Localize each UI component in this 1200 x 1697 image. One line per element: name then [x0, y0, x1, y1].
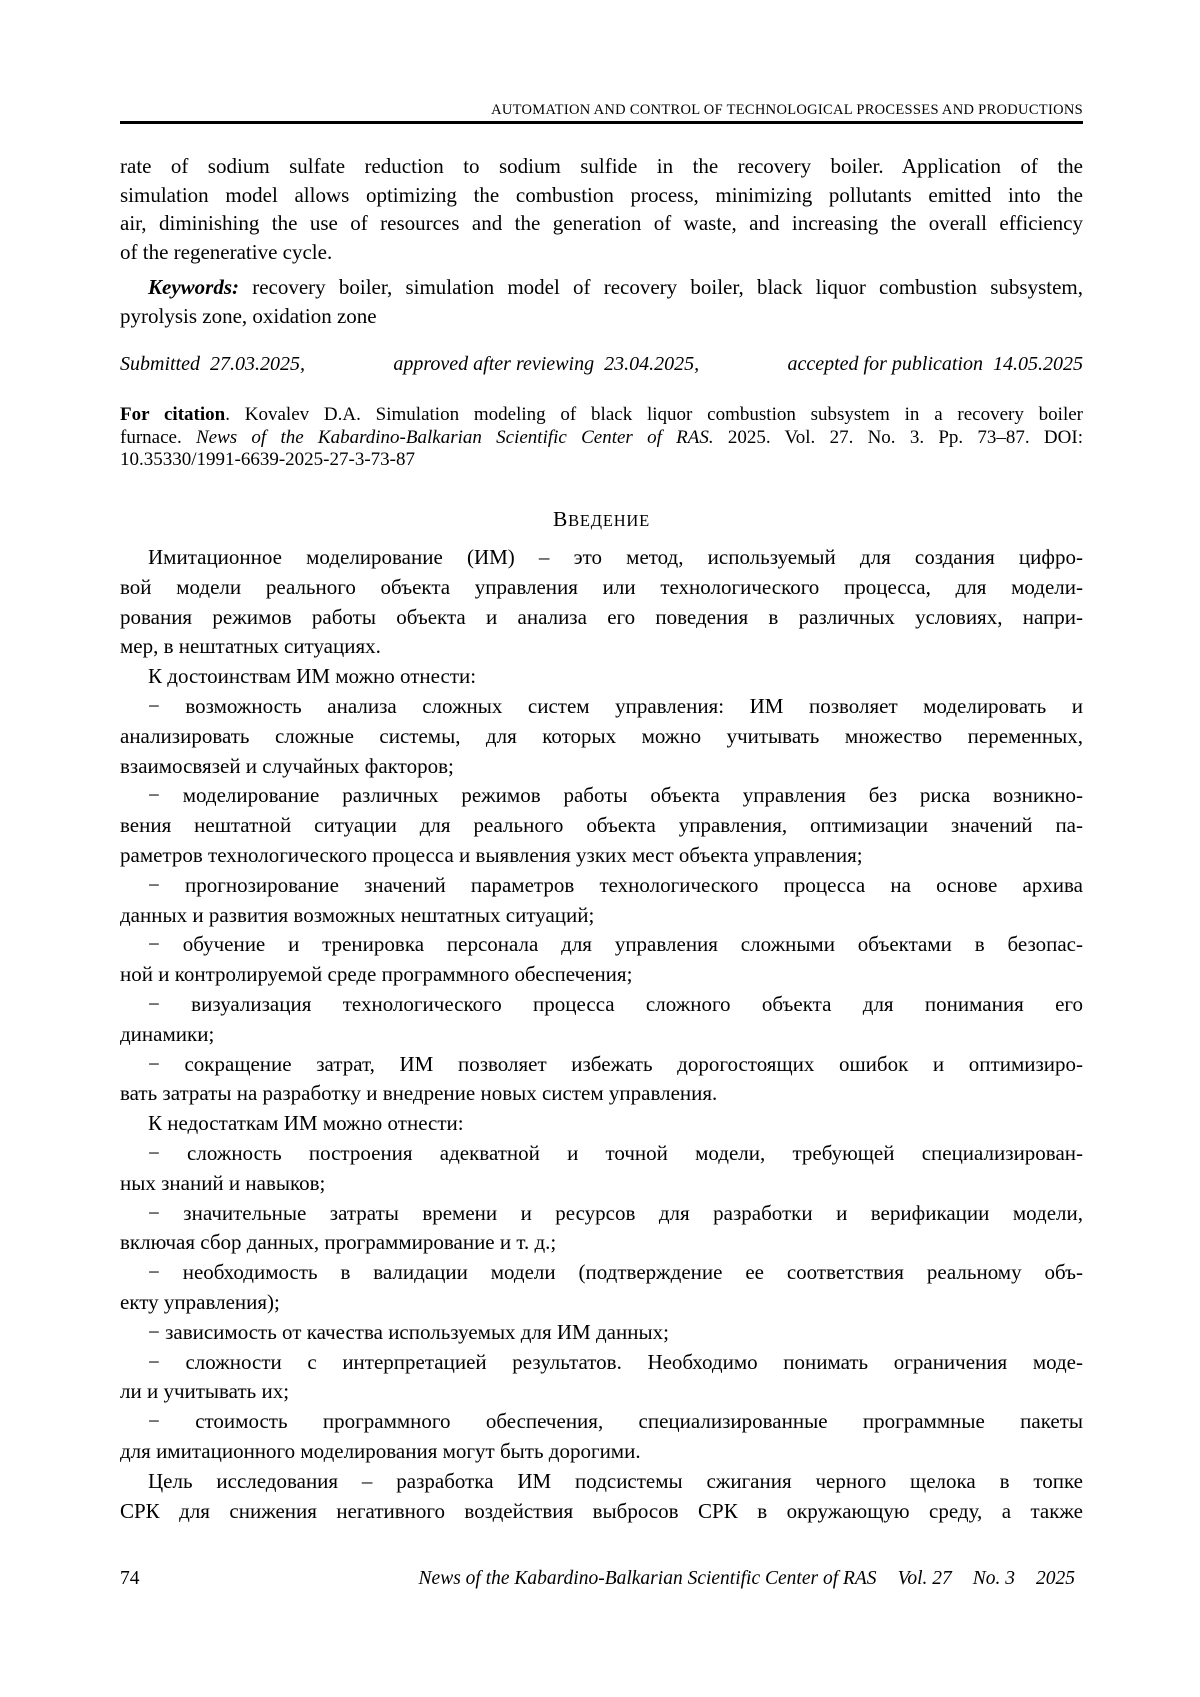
text-line: ли и учитывать их;: [120, 1379, 290, 1404]
section-heading-introduction: ВВЕДЕНИЕ: [552, 507, 651, 531]
journal-year: 2025: [1036, 1568, 1075, 1589]
text-line: − прогнозирование значений параметров технологического процесса на основе архива: [148, 872, 1083, 897]
journal-info: [419, 1567, 1075, 1591]
citation-authors-title: . Kovalev D.A. Simulation modeling of black liquor combustion subsystem in a recovery boiler: [225, 404, 1083, 425]
text-line: − возможность анализа сложных систем управления: ИМ позволяет моделировать и: [148, 693, 1083, 718]
text-line: К достоинствам ИМ можно отнести:: [148, 664, 477, 689]
text-line: вой модели реального объекта управления или технологического процесса, для модели-: [120, 574, 1083, 599]
header-rule: [120, 121, 1083, 124]
page-footer: [120, 1567, 1083, 1591]
page-number: 74: [120, 1568, 140, 1589]
citation-journal-name: News of the Kabardino-Balkarian Scientific Center of RAS.: [195, 426, 714, 448]
citation-volume-info: 2025. Vol. 27. No. 3. Pp. 73–87. DOI:: [713, 426, 1083, 448]
submitted-label: Submitted: [120, 353, 200, 375]
keywords-line-1: [120, 273, 1083, 302]
text-line: взаимосвязей и случайных факторов;: [120, 753, 454, 778]
text-line: − обучение и тренировка персонала для управления сложными объектами в безопас-: [148, 932, 1083, 957]
text-line: − сокращение затрат, ИМ позволяет избежать дорогостоящих ошибок и оптимизиро-: [148, 1051, 1083, 1076]
text-line: СРК для снижения негативного воздействия выбросов СРК в окружающую среду, а также: [120, 1498, 1083, 1523]
citation-line-1: [120, 404, 1083, 427]
text-line: динамики;: [120, 1021, 215, 1046]
citation-furnace-text: furnace.: [120, 426, 196, 448]
approved-date: 23.04.2025,: [604, 353, 700, 375]
keywords-label: Keywords:: [148, 275, 239, 299]
text-line: simulation model allows optimizing the combustion process, minimizing pollutants emitted into the: [120, 182, 1083, 207]
for-citation-label: For citation: [120, 404, 226, 425]
approved-date-pair: [393, 352, 699, 377]
text-line: − необходимость в валидации модели (подтверждение ее соответствия реальному объ-: [148, 1260, 1083, 1285]
text-line: мер, в нештатных ситуациях.: [120, 634, 381, 659]
text-line: of the regenerative cycle.: [120, 239, 333, 264]
text-line: ной и контролируемой среде программного обеспечения;: [120, 962, 633, 987]
review-dates-line: [120, 352, 1083, 377]
running-head: AUTOMATION AND CONTROL OF TECHNOLOGICAL PROCESSES AND PRODUCTIONS: [491, 102, 1083, 118]
citation-line-2: [120, 427, 1083, 450]
text-line: − моделирование различных режимов работы объекта управления без риска возникно-: [148, 783, 1083, 808]
text-line: екту управления);: [120, 1289, 280, 1314]
journal-title: News of the Kabardino-Balkarian Scientific Center of RAS: [418, 1568, 877, 1589]
text-line: − сложность построения адекватной и точной модели, требующей специализирован-: [148, 1140, 1083, 1165]
text-line: вения нештатной ситуации для реального объекта управления, оптимизации значений па-: [120, 813, 1083, 838]
text-line: включая сбор данных, программирование и т. д.;: [120, 1230, 557, 1255]
text-line: − зависимость от качества используемых для ИМ данных;: [148, 1319, 669, 1344]
text-line: раметров технологического процесса и выявления узких мест объекта управления;: [120, 842, 863, 867]
accepted-date: 14.05.2025: [993, 353, 1083, 375]
keywords-paragraph: [120, 273, 1083, 330]
text-line: − визуализация технологического процесса сложного объекта для понимания его: [148, 991, 1083, 1016]
abstract-text: [120, 152, 1083, 266]
journal-volume: Vol. 27: [897, 1568, 952, 1589]
citation-doi: 10.35330/1991-6639-2025-27-3-73-87: [120, 449, 415, 471]
keywords-list-part1: recovery boiler, simulation model of recovery boiler, black liquor combustion subsystem,: [239, 275, 1083, 299]
text-line: рования режимов работы объекта и анализа его поведения в различных условиях, напри-: [120, 604, 1083, 629]
journal-number: No. 3: [972, 1568, 1015, 1589]
keywords-line-2: pyrolysis zone, oxidation zone: [120, 303, 377, 328]
introduction-body: [120, 543, 1083, 1526]
accepted-date-pair: [787, 352, 1083, 377]
text-line: − стоимость программного обеспечения, специализированные программные пакеты: [148, 1409, 1083, 1434]
submitted-date-pair: [120, 352, 305, 377]
text-line: Имитационное моделирование (ИМ) – это метод, используемый для создания цифро-: [148, 545, 1083, 569]
text-line: rate of sodium sulfate reduction to sodium sulfide in the recovery boiler. Application of the: [120, 154, 1083, 178]
citation-block: [120, 404, 1083, 472]
text-line: для имитационного моделирования могут быть дорогими.: [120, 1438, 641, 1463]
accepted-label: accepted for publication: [787, 353, 983, 375]
text-line: − значительные затраты времени и ресурсов для разработки и верификации модели,: [148, 1200, 1083, 1225]
text-line: − сложности с интерпретацией результатов. Необходимо понимать ограничения моде-: [148, 1349, 1083, 1374]
text-line: К недостаткам ИМ можно отнести:: [148, 1111, 464, 1136]
text-line: Цель исследования – разработка ИМ подсистемы сжигания черного щелока в топке: [148, 1468, 1083, 1493]
submitted-date: 27.03.2025,: [210, 353, 305, 375]
text-line: данных и развития возможных нештатных ситуаций;: [120, 902, 595, 927]
text-line: анализировать сложные системы, для которых можно учитывать множество переменных,: [120, 723, 1083, 748]
text-line: air, diminishing the use of resources and the generation of waste, and increasing the overall efficiency: [120, 211, 1083, 235]
approved-label: approved after reviewing: [393, 353, 595, 375]
text-line: вать затраты на разработку и внедрение новых систем управления.: [120, 1081, 718, 1106]
text-line: ных знаний и навыков;: [120, 1170, 326, 1195]
